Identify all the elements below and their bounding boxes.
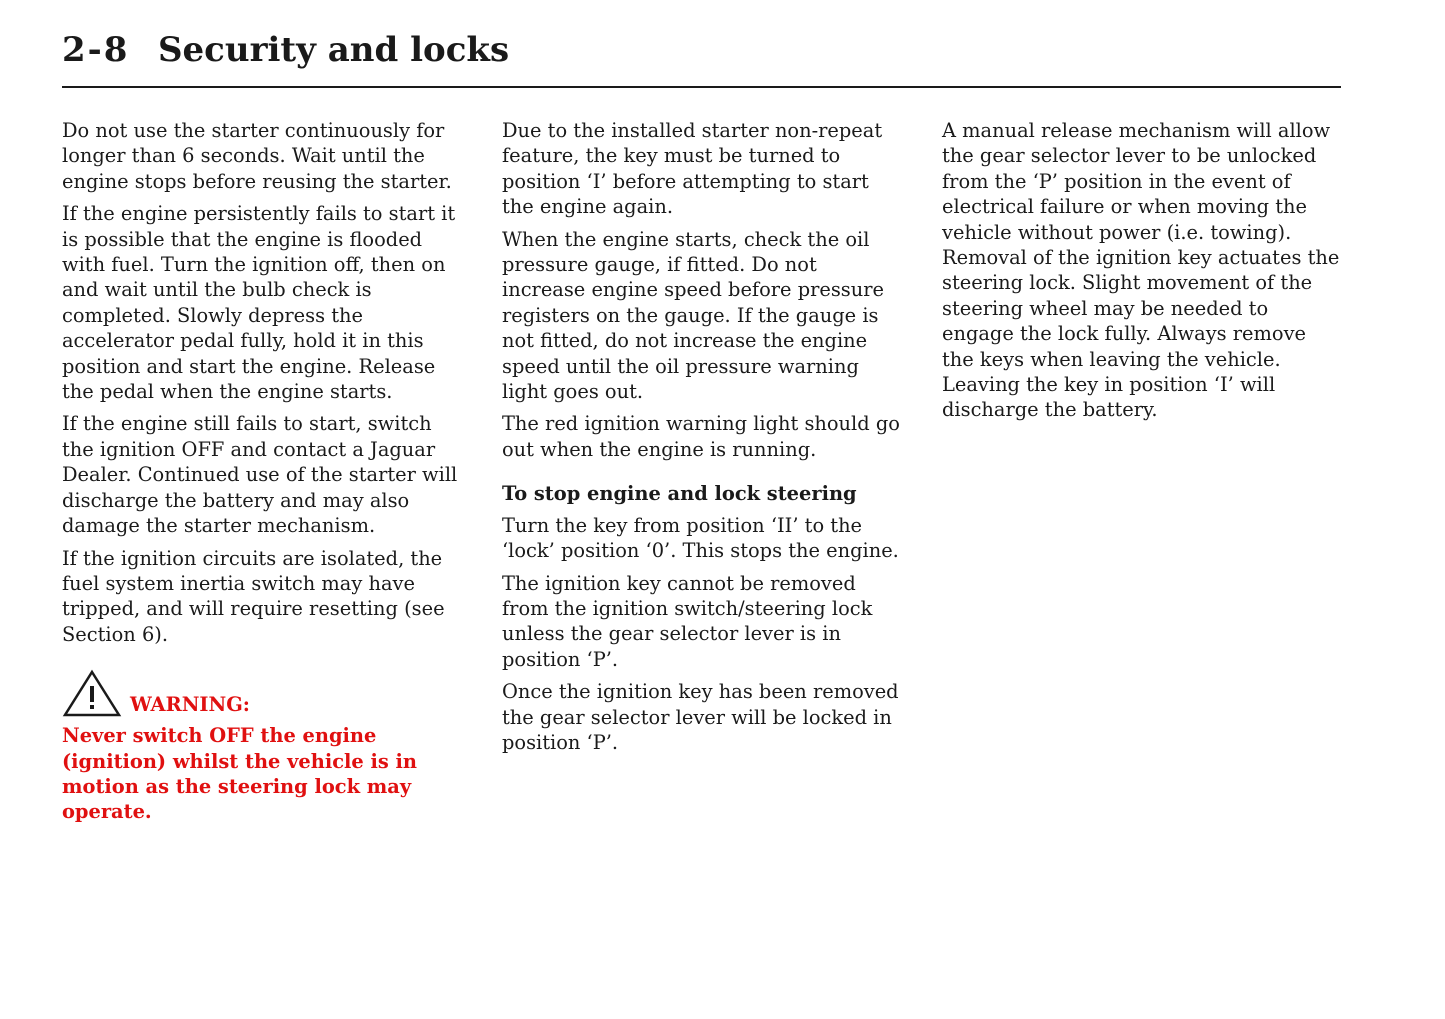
page-number: 2-8 [62, 30, 130, 70]
warning-label: WARNING: [130, 692, 250, 716]
warning-header [62, 669, 462, 719]
column-1 [62, 118, 462, 825]
paragraph: If the ignition circuits are isolated, the fuel system inertia switch may have tripped, and will require resetting (see Section 6). [62, 546, 445, 646]
paragraph: When the engine starts, check the oil pressure gauge, if fitted. Do not increase engine speed before pressure registers on the gauge. If the gauge is not fitted, do not increase the engine speed until the oil pressure warning light goes out. [502, 227, 884, 404]
paragraph: A manual release mechanism will allow the gear selector lever to be unlocked from the ‘P’ position in the event of electrical failure or when moving the vehicle without power (i.e. towing). Removal of the ignition key actuates the steering lock. Slight movement of the steering wheel may be needed to engage the lock fully. Always remove the keys when leaving the vehicle. Leaving the key in position ‘I’ will discharge the battery. [942, 119, 1340, 422]
paragraph: The red ignition warning light should go out when the engine is running. [502, 412, 900, 461]
paragraph: Turn the key from position ‘II’ to the ‘lock’ position ‘0’. This stops the engine. [502, 513, 899, 563]
paragraph: If the engine persistently fails to start it is possible that the engine is flooded with fuel. Turn the ignition off, then on and wait until the bulb check is completed. Slowly depress the accelerator pedal fully, hold it in this position and start the engine. Release the pedal when the engine starts. [62, 202, 456, 404]
paragraph: If the engine still fails to start, switch the ignition OFF and contact a Jaguar Dealer. Continued use of the starter will discharge the battery and may also damage the starter mechanism. [62, 412, 458, 538]
paragraph: Do not use the starter continuously for longer than 6 seconds. Wait until the engine stops before reusing the starter. [62, 119, 452, 193]
paragraph: Once the ignition key has been removed the gear selector lever will be locked in position ‘P’. [502, 680, 899, 754]
column-2 [502, 118, 902, 762]
warning-block [62, 669, 462, 825]
section-subheading: To stop engine and lock steering [502, 482, 857, 506]
warning-triangle-icon [62, 669, 122, 719]
paragraph: Due to the installed starter non-repeat feature, the key must be turned to position ‘I’ before attempting to start the engine again. [502, 119, 883, 219]
paragraph: The ignition key cannot be removed from the ignition switch/steering lock unless the gear selector lever is in position ‘P’. [502, 571, 873, 671]
page-header [62, 30, 1341, 88]
warning-text: Never switch OFF the engine (ignition) whilst the vehicle is in motion as the steering lock may operate. [62, 724, 417, 824]
page-title: Security and locks [158, 30, 510, 70]
column-3 [942, 118, 1342, 430]
